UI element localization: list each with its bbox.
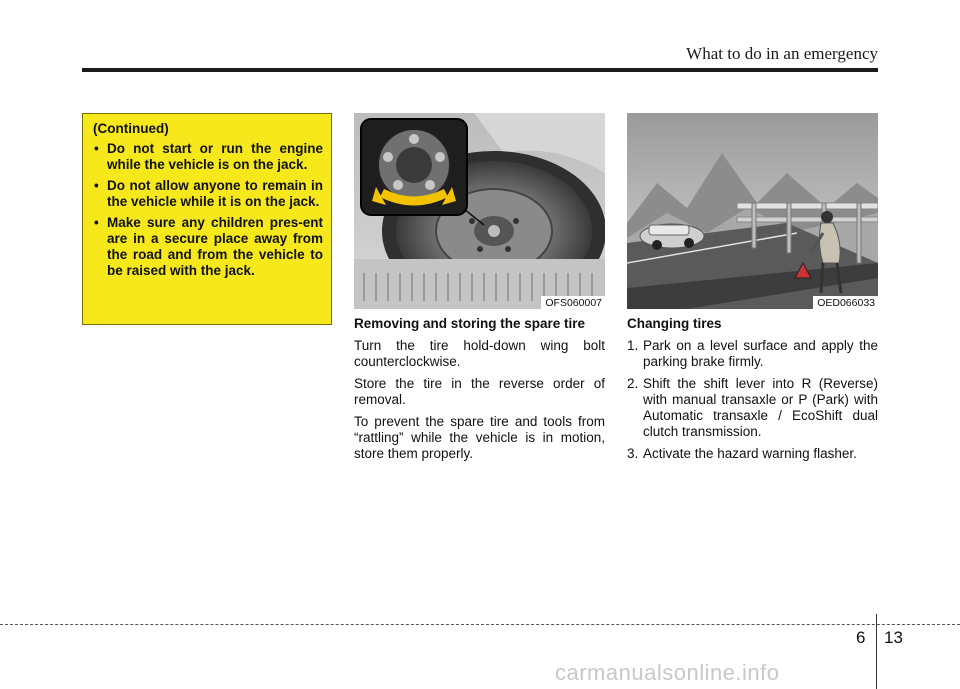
warning-continued: (Continued) <box>93 121 169 136</box>
chapter-number: 6 <box>856 628 866 647</box>
paragraph: Turn the tire hold-down wing bolt counterclockwise. <box>354 338 605 369</box>
step-item <box>627 338 878 370</box>
figure-code-label: OED066033 <box>813 296 878 309</box>
step-number: 3. <box>627 446 639 461</box>
step-item <box>627 376 878 440</box>
warning-item: • Do not start or run the engine while the vehicle is on the jack. <box>93 141 323 173</box>
warning-list <box>93 141 323 279</box>
steps-list <box>627 338 878 462</box>
page-header-title: What to do in an emergency <box>686 44 878 63</box>
spare-tire-figure <box>354 113 605 309</box>
warning-box <box>82 113 332 325</box>
roadside-figure <box>627 113 878 309</box>
step-text: Park on a level surface and apply the parking brake firmly. <box>643 338 878 369</box>
step-number: 2. <box>627 376 639 391</box>
step-number: 1. <box>627 338 639 353</box>
page-number-separator <box>876 614 877 689</box>
spare-tire-section <box>354 316 605 468</box>
roadside-illustration <box>627 113 878 309</box>
figure-code-label: OFS060007 <box>541 296 605 309</box>
watermark: carmanualsonline.info <box>555 660 780 685</box>
warning-item: • Make sure any children pres-ent are in a secure place away from the road and from the vehicle to be raised with the jack. <box>93 215 323 279</box>
paragraph: Store the tire in the reverse order of removal. <box>354 376 605 407</box>
section-heading: Removing and storing the spare tire <box>354 316 586 331</box>
changing-tires-section <box>627 316 878 468</box>
warning-item: • Do not allow anyone to remain in the vehicle while it is on the jack. <box>93 178 323 210</box>
paragraph: To prevent the spare tire and tools from “rattling” while the vehicle is in motion, store them properly. <box>354 414 605 461</box>
step-text: Activate the hazard warning flasher. <box>643 446 857 461</box>
header-rule <box>82 68 878 72</box>
page-number: 13 <box>884 628 903 647</box>
spare-tire-illustration <box>354 113 605 309</box>
step-item <box>627 446 878 462</box>
footer-dashed-rule <box>0 624 960 625</box>
step-text: Shift the shift lever into R (Reverse) with manual transaxle or P (Park) with Automatic transaxle / EcoShift dual clutch transmission. <box>643 376 878 439</box>
section-heading: Changing tires <box>627 316 722 331</box>
